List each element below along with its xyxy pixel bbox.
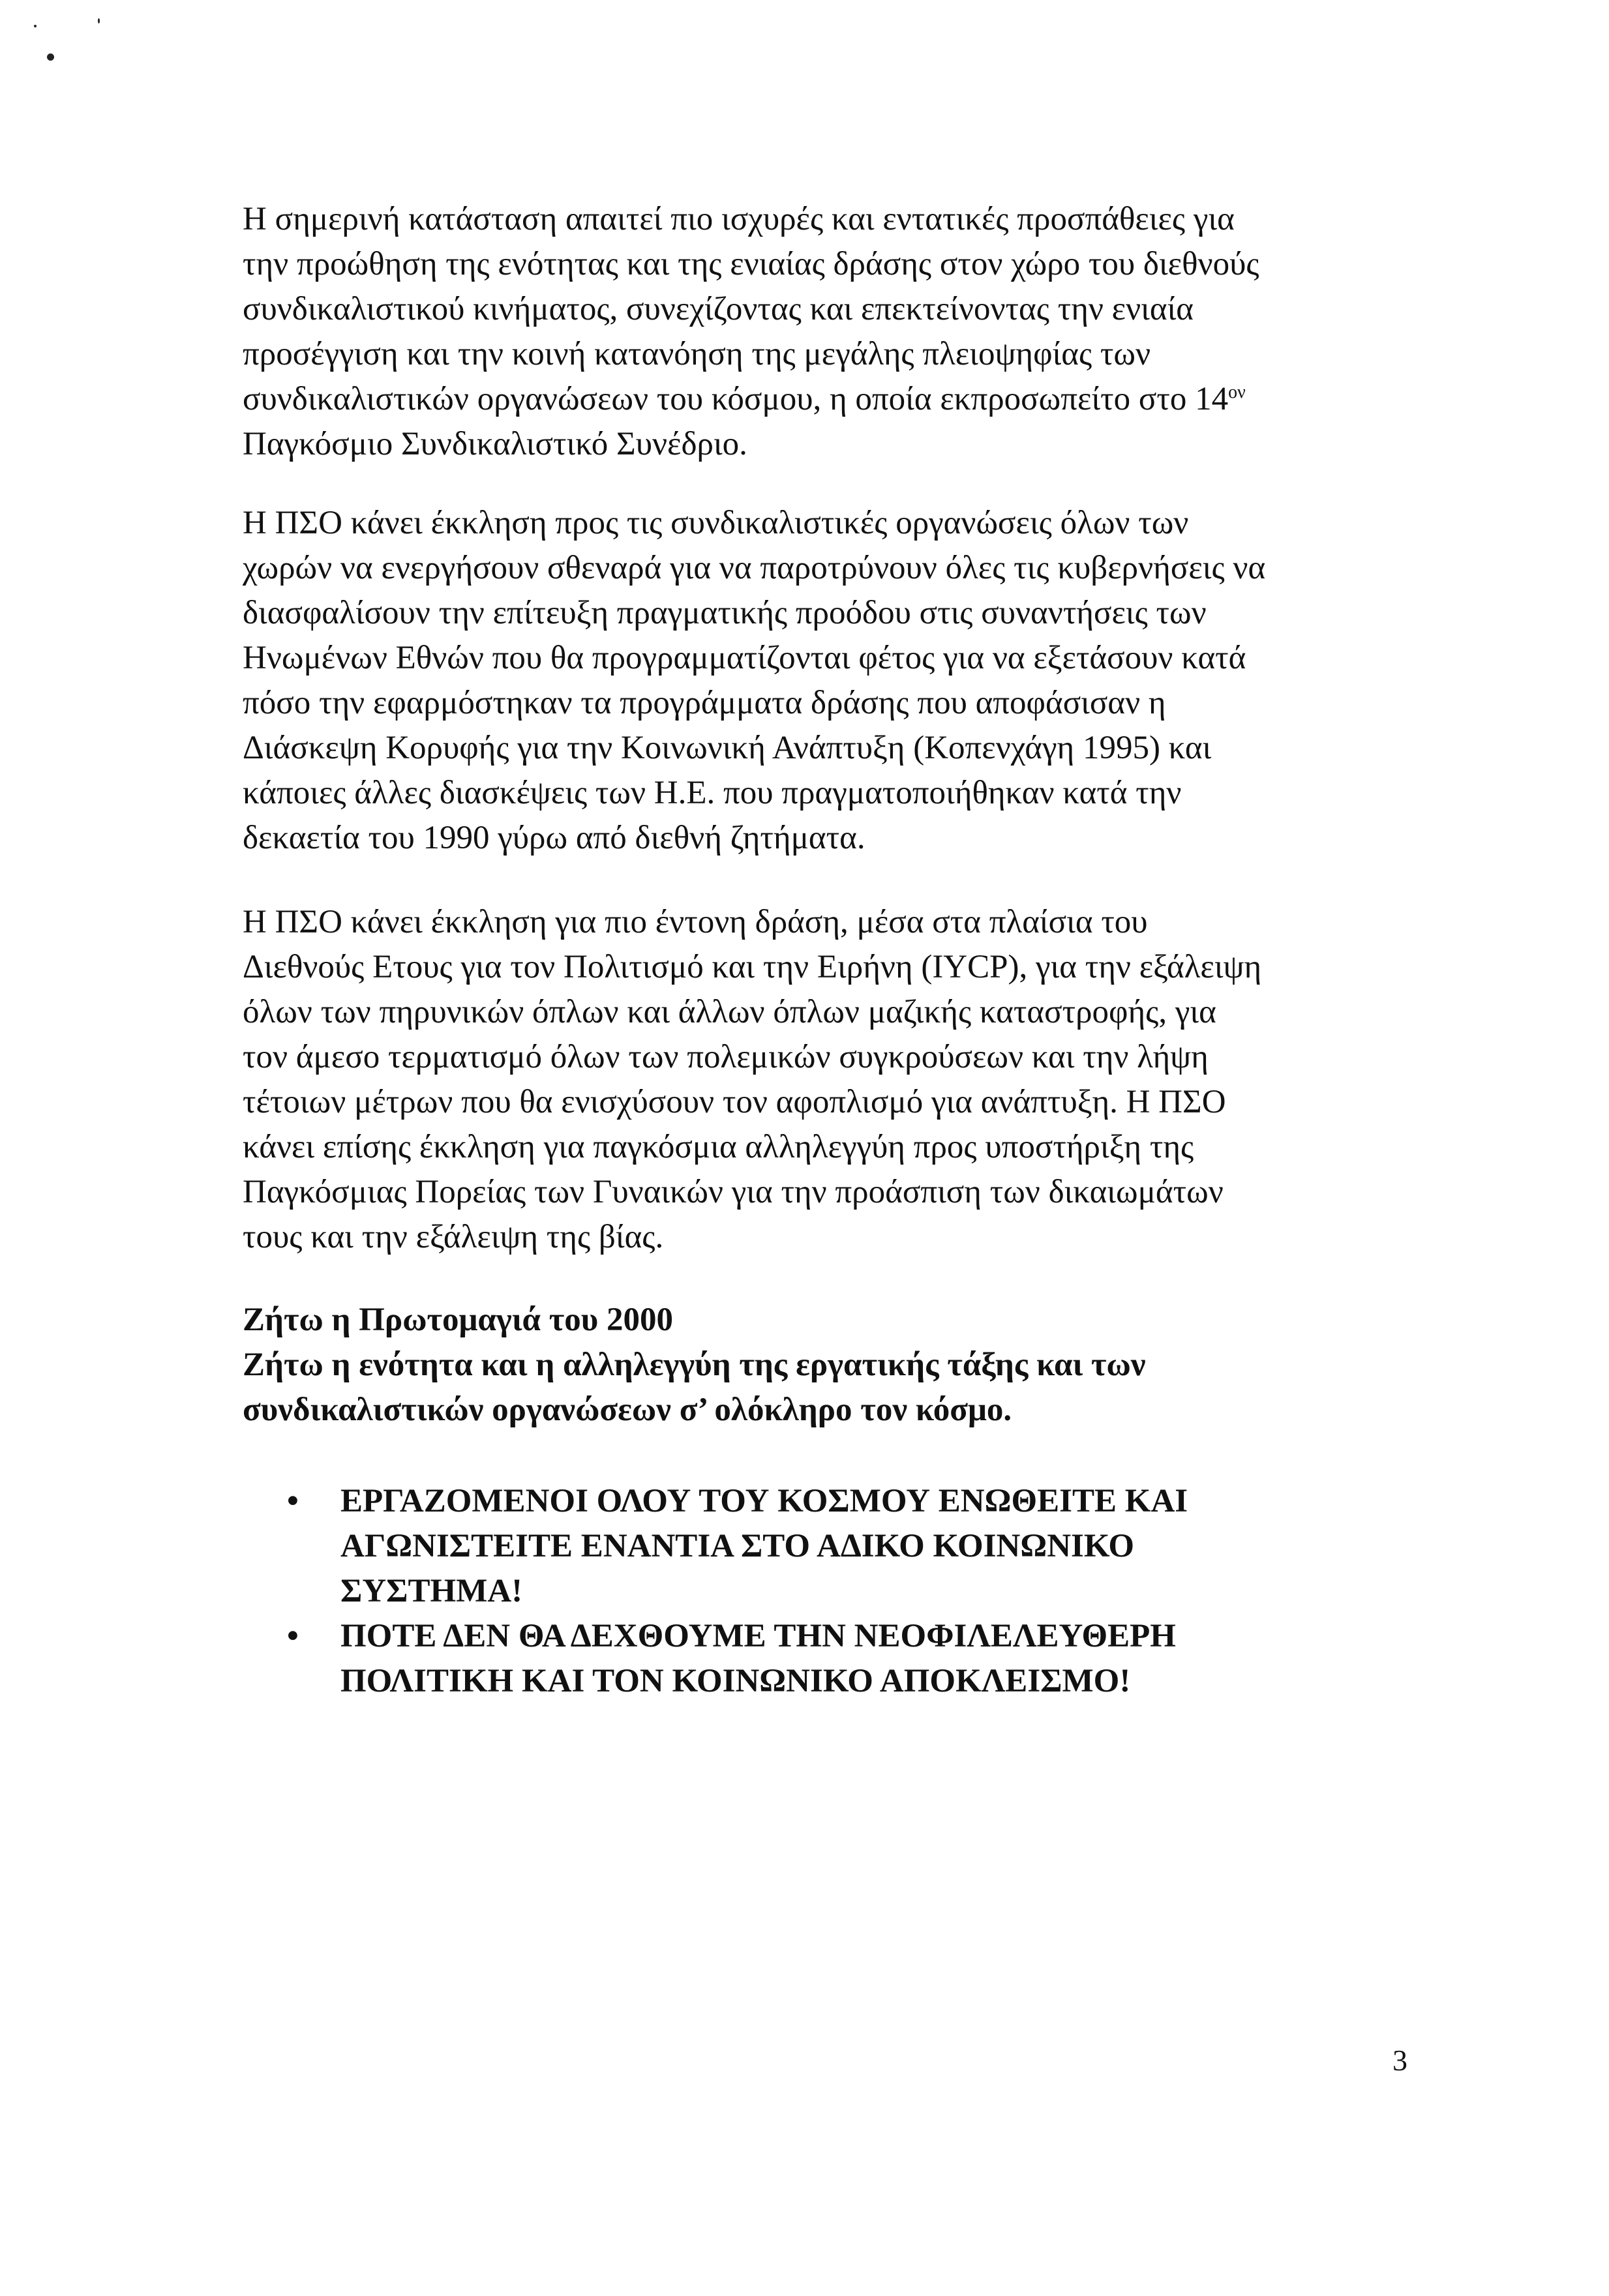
bullet-list xyxy=(287,1479,1461,1704)
slogan-line: Ζήτω η ενότητα και η αλληλεγγύη της εργατικής τάξης και των xyxy=(243,1347,1146,1383)
paragraph-line: διασφαλίσουν την επίτευξη πραγματικής προόδου στις συναντήσεις των xyxy=(243,595,1207,631)
page-number: 3 xyxy=(1392,2044,1407,2077)
paragraph-line: Η σημερινή κατάσταση απαιτεί πιο ισχυρές και εντατικές προσπάθειες για xyxy=(243,201,1235,237)
bullet-item xyxy=(287,1479,1461,1614)
slogan-line: συνδικαλιστικών οργανώσεων σ’ ολόκληρο τον κόσμο. xyxy=(243,1392,1012,1428)
paragraph-line: τον άμεσο τερματισμό όλων των πολεμικών συγκρούσεων και την λήψη xyxy=(243,1039,1209,1075)
paragraph-line: τους και την εξάλειψη της βίας. xyxy=(243,1219,664,1255)
paragraph-line: Η ΠΣΟ κάνει έκκληση προς τις συνδικαλιστικές οργανώσεις όλων των xyxy=(243,505,1189,541)
paragraph-line-with-superscript xyxy=(243,377,1436,422)
scan-speck xyxy=(34,25,37,27)
bullet-line: ΠΟΛΙΤΙΚΗ ΚΑΙ ΤΟΝ ΚΟΙΝΩΝΙΚΟ ΑΠΟΚΛΕΙΣΜΟ! xyxy=(340,1663,1131,1699)
paragraph-line: τέτοιων μέτρων που θα ενισχύσουν τον αφοπλισμό για ανάπτυξη. Η ΠΣΟ xyxy=(243,1084,1226,1120)
bullet-line: ΠΟΤΕ ΔΕΝ ΘΑ ΔΕΧΘΟΥΜΕ ΤΗΝ ΝΕΟΦΙΛΕΛΕΥΘΕΡΗ xyxy=(340,1618,1176,1654)
paragraph-line: χωρών να ενεργήσουν σθεναρά για να παροτρύνουν όλες τις κυβερνήσεις να xyxy=(243,550,1266,586)
paragraph-line: πόσο την εφαρμόστηκαν τα προγράμματα δράσης που αποφάσισαν η xyxy=(243,685,1166,721)
bullet-marker: • xyxy=(287,1618,299,1654)
paragraph-2 xyxy=(243,501,1436,861)
paragraph-1 xyxy=(243,197,1436,467)
scan-speck xyxy=(47,53,54,61)
bullet-line: ΕΡΓΑΖΟΜΕΝΟΙ ΟΛΟΥ ΤΟΥ ΚΟΣΜΟΥ ΕΝΩΘΕΙΤΕ ΚΑΙ xyxy=(340,1483,1188,1519)
paragraph-line: συνδικαλιστικού κινήματος, συνεχίζοντας και επεκτείνοντας την ενιαία xyxy=(243,291,1194,327)
slogan-line: Ζήτω η Πρωτομαγιά του 2000 xyxy=(243,1302,673,1338)
paragraph-line-text: συνδικαλιστικών οργανώσεων του κόσμου, η οποία εκπροσωπείτο στο 14 xyxy=(243,381,1229,417)
paragraph-line: Ηνωμένων Εθνών που θα προγραμματίζονται φέτος για να εξετάσουν κατά xyxy=(243,640,1246,676)
paragraph-line: δεκαετία του 1990 γύρω από διεθνή ζητήματα. xyxy=(243,820,865,856)
slogans xyxy=(243,1298,1436,1433)
bullet-item xyxy=(287,1614,1461,1704)
paragraph-line: κάνει επίσης έκκληση για παγκόσμια αλληλεγγύη προς υποστήριξη της xyxy=(243,1129,1194,1165)
paragraph-line: Διεθνούς Ετους για τον Πολιτισμό και την Ειρήνη (IYCP), για την εξάλειψη xyxy=(243,949,1262,985)
bullet-line: ΑΓΩΝΙΣΤΕΙΤΕ ΕΝΑΝΤΙΑ ΣΤΟ ΑΔΙΚΟ ΚΟΙΝΩΝΙΚΟ xyxy=(340,1528,1135,1564)
paragraph-line: Παγκόσμιο Συνδικαλιστικό Συνέδριο. xyxy=(243,426,747,462)
paragraph-line: Παγκόσμιας Πορείας των Γυναικών για την προάσπιση των δικαιωμάτων xyxy=(243,1174,1224,1210)
paragraph-line: κάποιες άλλες διασκέψεις των Η.Ε. που πραγματοποιήθηκαν κατά την xyxy=(243,775,1182,811)
paragraph-line: Διάσκεψη Κορυφής για την Κοινωνική Ανάπτυξη (Κοπενχάγη 1995) και xyxy=(243,730,1212,766)
paragraph-line: Η ΠΣΟ κάνει έκκληση για πιο έντονη δράση, μέσα στα πλαίσια του xyxy=(243,904,1148,940)
bullet-marker: • xyxy=(287,1483,299,1519)
ordinal-superscript: ον xyxy=(1228,382,1246,402)
paragraph-line: προσέγγιση και την κοινή κατανόηση της μεγάλης πλειοψηφίας των xyxy=(243,336,1151,372)
paragraph-3 xyxy=(243,900,1436,1260)
paragraph-line: όλων των πηρυνικών όπλων και άλλων όπλων μαζικής καταστροφής, για xyxy=(243,994,1216,1030)
bullet-line: ΣΥΣΤΗΜΑ! xyxy=(340,1573,523,1609)
scan-speck xyxy=(98,18,100,23)
paragraph-line: την προώθηση της ενότητας και της ενιαίας δράσης στον χώρο του διεθνούς xyxy=(243,246,1259,282)
